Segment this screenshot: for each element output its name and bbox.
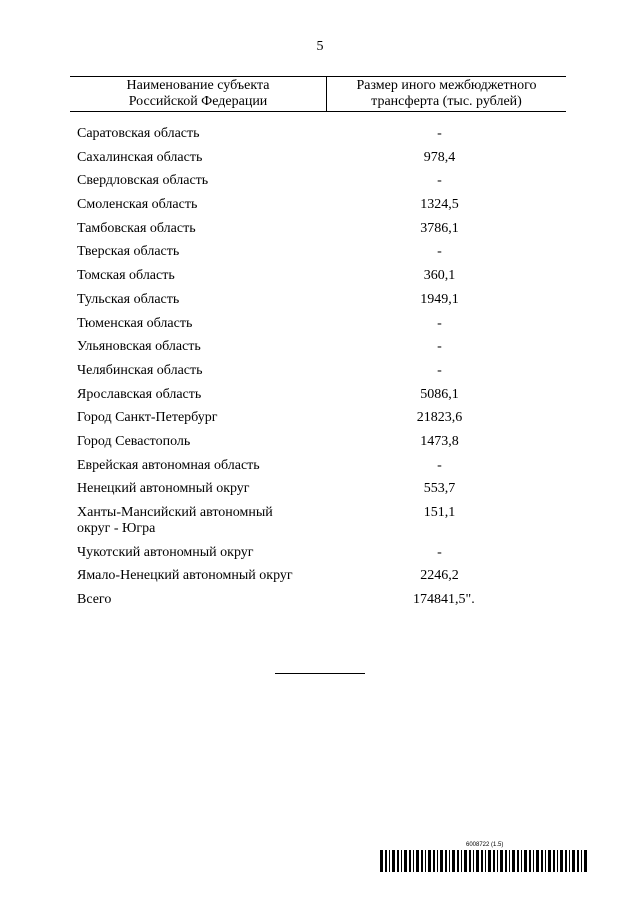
row-transfer-value: - xyxy=(437,362,442,378)
table-row xyxy=(77,458,557,474)
row-transfer-value: 1949,1 xyxy=(420,291,459,307)
end-divider xyxy=(275,673,365,674)
table-row xyxy=(77,173,557,189)
table-row xyxy=(77,244,557,260)
row-subject-name: Ульяновская область xyxy=(77,339,201,355)
table-row xyxy=(77,221,557,237)
row-transfer-value: 360,1 xyxy=(423,268,456,284)
table-row xyxy=(77,316,557,332)
row-subject-name: Город Севастополь xyxy=(77,433,191,449)
row-subject-name: Еврейская автономная область xyxy=(77,457,260,473)
table-row xyxy=(77,545,557,561)
table-row xyxy=(77,592,557,608)
table-row xyxy=(77,505,557,537)
row-subject-name: Ямало-Ненецкий автономный округ xyxy=(77,568,293,584)
table-body xyxy=(77,126,557,616)
barcode-label: 6008722 (1.5) xyxy=(466,842,504,848)
table-row xyxy=(77,268,557,284)
row-transfer-value: 2246,2 xyxy=(420,568,459,584)
row-transfer-value: - xyxy=(437,126,442,141)
row-subject-name: Сахалинская область xyxy=(77,149,203,165)
table-row xyxy=(77,434,557,450)
row-transfer-value: 151,1 xyxy=(423,505,456,520)
row-transfer-value: - xyxy=(437,544,442,560)
row-transfer-value: 553,7 xyxy=(423,481,456,497)
row-subject-name: Ненецкий автономный округ xyxy=(77,481,250,497)
row-subject-name: Саратовская область xyxy=(77,126,200,141)
table-header xyxy=(70,76,566,112)
table-row xyxy=(77,292,557,308)
row-subject-name: Всего xyxy=(77,592,112,608)
row-transfer-value: - xyxy=(437,315,442,331)
row-subject-name: Тульская область xyxy=(77,291,180,307)
table-row xyxy=(77,410,557,426)
row-transfer-value: 174841,5". xyxy=(413,592,475,608)
row-subject-name: Город Санкт-Петербург xyxy=(77,410,218,426)
header-transfer-size: Размер иного межбюджетного трансферта (тыс. рублей) xyxy=(356,78,537,109)
barcode-image xyxy=(380,850,590,872)
row-transfer-value: - xyxy=(437,457,442,473)
row-transfer-value: 3786,1 xyxy=(420,220,459,236)
table-row xyxy=(77,126,557,142)
table-row xyxy=(77,150,557,166)
row-transfer-value: 1473,8 xyxy=(420,433,459,449)
row-subject-name: Свердловская область xyxy=(77,173,209,189)
table-row xyxy=(77,197,557,213)
table-row xyxy=(77,387,557,403)
row-subject-name: Томская область xyxy=(77,268,175,284)
row-transfer-value: - xyxy=(437,173,442,189)
row-subject-name: Тамбовская область xyxy=(77,220,196,236)
row-subject-name: Тюменская область xyxy=(77,315,193,331)
row-transfer-value: 978,4 xyxy=(423,149,456,165)
table-row xyxy=(77,481,557,497)
row-subject-name: Ярославская область xyxy=(77,386,202,402)
table-row xyxy=(77,339,557,355)
row-subject-name: Ханты-Мансийский автономный округ - Югра xyxy=(77,505,273,536)
row-subject-name: Чукотский автономный округ xyxy=(77,544,254,560)
row-subject-name: Смоленская область xyxy=(77,197,198,213)
header-subject-name: Наименование субъекта Российской Федерации xyxy=(70,77,327,111)
table-row xyxy=(77,568,557,584)
row-transfer-value: 21823,6 xyxy=(416,410,463,426)
row-transfer-value: - xyxy=(437,244,442,260)
page-number: 5 xyxy=(316,39,324,54)
table-row xyxy=(77,363,557,379)
row-subject-name: Челябинская область xyxy=(77,362,203,378)
row-transfer-value: - xyxy=(437,339,442,355)
row-transfer-value: 1324,5 xyxy=(420,197,459,213)
row-transfer-value: 5086,1 xyxy=(420,386,459,402)
row-subject-name: Тверская область xyxy=(77,244,180,260)
